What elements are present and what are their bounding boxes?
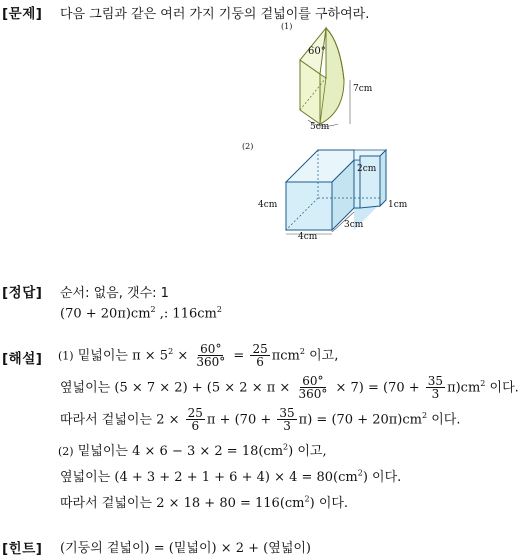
figure-2-dim-top-right: 2cm [357,164,377,174]
solution-line-5: 옆넓이는 $(4 + 3 + 2 + 1 + 6 + 4) \times 4 = 80(cm^2)$ 이다. [60,468,402,485]
answer-tag: [정답] [2,285,43,301]
figure-2-dim-step: 3cm [344,220,364,230]
figure-2-dim-bottom: 4cm [298,232,318,242]
figure-1-height: 7cm [353,84,373,94]
solution-line-4: (2) 밑넓이는 $4 \times 6 - 3 \times 2 = 18(cm^2)$ 이고, [58,442,327,459]
stepped-prism-figure [240,140,415,245]
figure-2-label: (2) [242,142,254,151]
figure-2-dim-right: 1cm [388,200,408,210]
solution-line-6: 따라서 겉넓이는 $2 \times 18 + 80 = 116(cm^2)$ 이다. [60,494,349,511]
sector-prism-figure [278,20,378,132]
figure-1-radius: 5cm [310,122,330,132]
figure-1 [278,20,378,132]
problem-text: 다음 그림과 같은 여러 가지 기둥의 겉넓이를 구하여라. [60,7,370,22]
problem-tag: [문제] [2,6,43,22]
figure-2 [240,140,415,245]
hint-tag: [힌트] [2,541,43,557]
answer-line-2: $(70 + 20\pi)cm^2$ ,: $116cm^2$ [60,305,222,322]
figure-1-angle: 60° [308,46,326,57]
solution-line-1: (1) 밑넓이는 $\pi \times 5^2$ × $\frac{60^\circ}{360^\circ}$ = $\frac{25}{6}$ πcm$^2$ 이고, [58,341,339,370]
solution-tag: [해설] [2,351,43,367]
hint-text: (기둥의 겉넓이) = (밑넓이) × 2 + (옆넓이) [60,541,312,556]
figure-2-dim-left: 4cm [258,200,278,210]
solution-line-3: 따라서 겉넓이는 2 × $\frac{25}{6}$ π + (70 + $\frac{35}{3}$ $\pi) = (70 + 20\pi)cm^2$ 이다. [60,405,461,434]
solution-line-2: 옆넓이는 (5 × 7 × 2) + (5 × 2 × π × $\frac{60^\circ}{360^\circ}$ × 7) = (70 + $\frac{35}{3}$ $\pi)cm^2$ 이다. [60,373,519,402]
answer-line-1: 순서: 없음, 갯수: 1 [60,286,169,301]
figure-1-label: (1) [281,22,293,31]
